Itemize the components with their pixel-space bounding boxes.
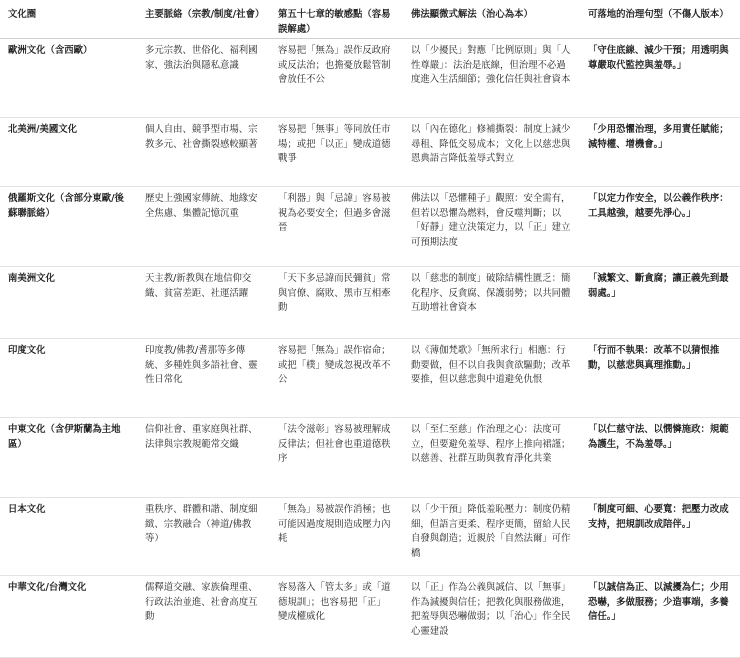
- buddhist-cell: 以《薄伽梵歌》「無所求行」相應：行動要做，但不以自我與貪欲驅動；改革要推，但以慈悲與中道避免仇恨: [411, 345, 571, 385]
- context-cell: 印度教/佛教/耆那等多傳統、多種姓與多語社會、靈性日常化: [145, 345, 258, 385]
- context-cell: 個人自由、競爭型市場、宗教多元、社會撕裂感較顯著: [145, 124, 258, 150]
- sensitive-cell: 「天下多忌諱而民彌貧」常與官僚、腐敗、黑市互相牽動: [278, 273, 391, 313]
- sensitive-cell: 容易把「無為」誤作宿命；或把「樸」變成忽視改革不公: [278, 345, 391, 385]
- table-header-row: [0, 0, 740, 39]
- table-row: [0, 498, 740, 576]
- template-cell: 「以定力作安全，以公義作秩序：工具越強，越要先淨心。」: [588, 193, 729, 219]
- buddhist-cell: 以「少干預」降低羞恥壓力：制度仍精細，但語言更柔、程序更簡，留給人民自發與創造；近親於「自然法爾」可作橋: [411, 504, 571, 559]
- culture-cell: 中東文化（含伊斯蘭為主地區）: [8, 424, 121, 450]
- table-row: [0, 118, 740, 187]
- template-cell: 「行而不執果：改革不以猜恨推動，以慈悲與真理推動。」: [588, 345, 720, 371]
- header-sensitive: 第五十七章的敏感點（容易誤解處）: [278, 9, 391, 35]
- context-cell: 儒釋道交融、家族倫理重、行政法治並進、社會高度互動: [145, 582, 258, 622]
- culture-cell: 南美洲文化: [8, 273, 55, 284]
- header-context: 主要脈絡（宗教/制度/社會）: [145, 9, 265, 20]
- culture-cell: 俄羅斯文化（含部分東歐/後蘇聯脈絡）: [8, 193, 124, 219]
- template-cell: 「制度可細、心要寬：把壓力改成支持，把規訓改成陪伴。」: [588, 504, 729, 530]
- sensitive-cell: 「利器」與「忌諱」容易被視為必要安全；但過多會滋晉: [278, 193, 391, 233]
- template-cell: 「以仁慈守法、以憫憐施政：規範為護生，不為羞辱。」: [588, 424, 729, 450]
- table-row: [0, 267, 740, 339]
- template-cell: 「減繁文、斷貪腐；讓正義先到最弱處。」: [588, 273, 729, 299]
- buddhist-cell: 以「至仁至慈」作治理之心：法度可立，但要避免羞辱、程序上推向裙謹；以慈善、社群互助與教育淨化共業: [411, 424, 571, 464]
- sensitive-cell: 容易把「無事」等同放任市場；或把「以正」變成道德戰爭: [278, 124, 391, 164]
- sensitive-cell: 容易把「無為」誤作反政府或反法治；也擔憂放鬆管制會放任不公: [278, 45, 391, 85]
- sensitive-cell: 「無為」易被誤作消極；也可能因過度規則造成壓力內耗: [278, 504, 391, 544]
- context-cell: 多元宗教、世俗化、福利國家、強法治與隱私意識: [145, 45, 258, 71]
- context-cell: 歷史上強國家傳統、地緣安全焦慮、集體記憶沉重: [145, 193, 258, 219]
- header-culture: 文化圈: [8, 9, 37, 20]
- buddhist-cell: 以「正」作為公義與誠信、以「無事」作為減擾與信任；把教化與服務做進，把羞辱與恐嚇做弱；以「治心」作全民心靈建設: [411, 582, 571, 637]
- sensitive-cell: 容易落入「管太多」或「道德規訓」；也容易把「正」變成權威化: [278, 582, 391, 622]
- header-template: 可落地的治理句型（不傷人版本）: [588, 9, 729, 20]
- culture-cell: 歐洲文化（含西歐）: [8, 45, 93, 56]
- culture-cell: 印度文化: [8, 345, 46, 356]
- culture-cell: 中華文化/台灣文化: [8, 582, 87, 593]
- header-buddhist: 佛法顯微式解法（治心為本）: [411, 9, 533, 20]
- buddhist-cell: 以「內在德化」修補撕裂：制度上減少尋租、降低交易成本；文化上以慈悲與恩典語言降低羞辱式對立: [411, 124, 571, 164]
- buddhist-cell: 以「慈悲的制度」破除結構性匱乏：簡化程序、反貪腐、保護弱勢；以共同體互助增社會資本: [411, 273, 571, 313]
- buddhist-cell: 以「少擾民」對應「比例原則」與「人性尊嚴」：法治是底線，但治理不必過度進入生活細節；強化信任與社會資本: [411, 45, 571, 85]
- table-row: [0, 576, 740, 658]
- template-cell: 「以誠信為正、以減擾為仁；少用恐嚇，多做服務；少造事端，多養信任。」: [588, 582, 729, 622]
- template-cell: 「少用恐懼治理，多用責任賦能；減特權、增機會。」: [588, 124, 729, 150]
- table-row: [0, 187, 740, 267]
- table-row: [0, 339, 740, 418]
- table-row: [0, 39, 740, 118]
- culture-cell: 北美洲/美國文化: [8, 124, 78, 135]
- buddhist-cell: 佛法以「恐懼種子」觀照：安全需有，但若以恐懼為燃料，會反噬判斷；以「好靜」建立決策定力，以「正」建立可預期法度: [411, 193, 571, 248]
- sensitive-cell: 「法令滋彰」容易被理解成反律法；但社會也重道德秩序: [278, 424, 391, 464]
- context-cell: 信仰社會、重家庭與社群、法律與宗教規範常交織: [145, 424, 258, 450]
- table-row: [0, 418, 740, 498]
- culture-cell: 日本文化: [8, 504, 46, 515]
- context-cell: 重秩序、群體和諧、制度細緻、宗教融合（神道/佛教等）: [145, 504, 258, 544]
- template-cell: 「守住底線、減少干預；用透明與尊嚴取代監控與羞辱。」: [588, 45, 729, 71]
- context-cell: 天主教/新教與在地信仰交織、貧富差距、社運活躍: [145, 273, 252, 299]
